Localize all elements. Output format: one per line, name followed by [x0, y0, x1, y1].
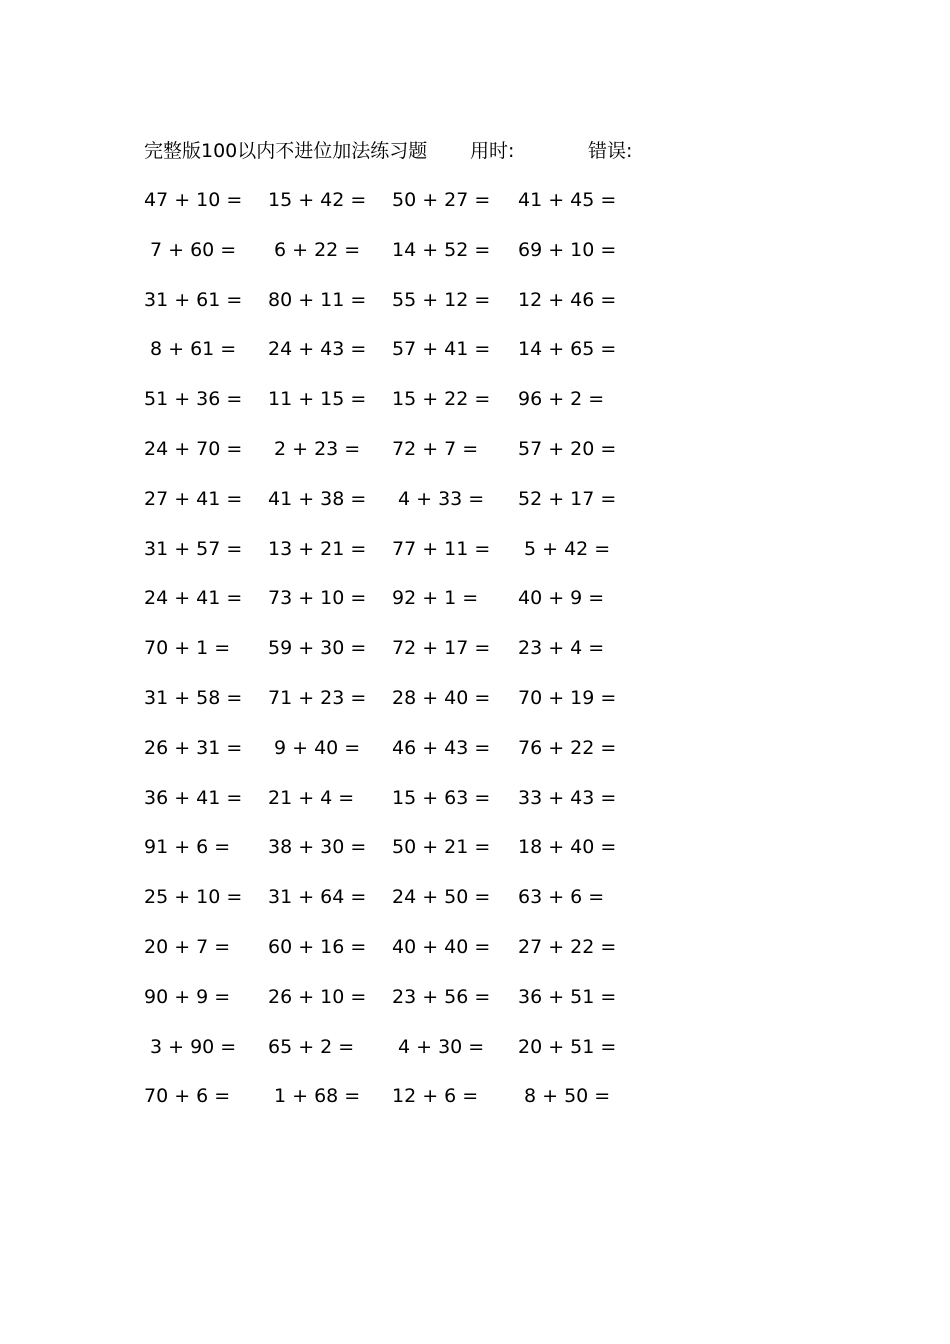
problem-row — [0, 484, 950, 514]
problem-item: 63 + 6 = — [518, 886, 605, 909]
problem-row — [0, 683, 950, 713]
problem-item: 4 + 30 = — [398, 1035, 485, 1058]
problem-item: 24 + 70 = — [144, 438, 243, 460]
problem-item: 8 + 50 = — [524, 1085, 611, 1108]
problem-item: 13 + 21 = — [268, 537, 367, 560]
problem-item: 24 + 43 = — [268, 338, 367, 361]
problem-item: 28 + 40 = — [392, 687, 491, 709]
problem-item: 1 + 68 = — [274, 1085, 361, 1108]
problem-item: 72 + 17 = — [392, 637, 491, 660]
problem-row — [0, 235, 950, 265]
problem-item: 20 + 51 = — [518, 1035, 617, 1058]
problem-item: 40 + 40 = — [392, 936, 491, 958]
problem-item: 91 + 6 = — [144, 836, 231, 859]
problem-item: 24 + 41 = — [144, 587, 243, 610]
problem-item: 36 + 41 = — [144, 786, 243, 809]
problem-item: 70 + 6 = — [144, 1085, 231, 1108]
problem-item: 40 + 9 = — [518, 587, 605, 610]
problem-item: 80 + 11 = — [268, 288, 367, 311]
problem-item: 36 + 51 = — [518, 985, 617, 1008]
problem-item: 72 + 7 = — [392, 438, 479, 460]
problem-item: 65 + 2 = — [268, 1035, 355, 1058]
problem-row — [0, 733, 950, 763]
problem-item: 27 + 41 = — [144, 487, 243, 510]
problem-item: 18 + 40 = — [518, 836, 617, 859]
problem-row — [0, 783, 950, 813]
problem-item: 55 + 12 = — [392, 288, 491, 311]
problem-item: 92 + 1 = — [392, 587, 479, 610]
problem-item: 15 + 22 = — [392, 388, 491, 411]
problem-row — [0, 982, 950, 1012]
problem-item: 41 + 38 = — [268, 487, 367, 510]
problem-row — [0, 434, 950, 464]
problem-item: 24 + 50 = — [392, 886, 491, 909]
problem-item: 6 + 22 = — [274, 238, 361, 261]
problem-item: 46 + 43 = — [392, 736, 491, 759]
problem-item: 31 + 61 = — [144, 288, 243, 311]
problem-item: 12 + 46 = — [518, 288, 617, 311]
problem-item: 73 + 10 = — [268, 587, 367, 610]
problem-item: 25 + 10 = — [144, 886, 243, 909]
problem-item: 59 + 30 = — [268, 637, 367, 660]
problem-item: 31 + 57 = — [144, 537, 243, 560]
problem-row — [0, 384, 950, 414]
problem-row — [0, 832, 950, 862]
problem-item: 76 + 22 = — [518, 736, 617, 759]
problem-item: 14 + 52 = — [392, 238, 491, 261]
problem-row — [0, 932, 950, 962]
problem-item: 2 + 23 = — [274, 438, 361, 460]
problem-item: 51 + 36 = — [144, 388, 243, 411]
problem-item: 71 + 23 = — [268, 687, 367, 709]
problem-item: 77 + 11 = — [392, 537, 491, 560]
problem-item: 15 + 42 = — [268, 189, 367, 211]
problem-item: 96 + 2 = — [518, 388, 605, 411]
problem-row — [0, 534, 950, 564]
error-label: 错误: — [588, 140, 633, 162]
problem-item: 26 + 31 = — [144, 736, 243, 759]
problem-row — [0, 633, 950, 663]
problem-item: 12 + 6 = — [392, 1085, 479, 1108]
problem-item: 90 + 9 = — [144, 985, 231, 1008]
problem-item: 70 + 1 = — [144, 637, 231, 660]
problem-item: 20 + 7 = — [144, 936, 231, 958]
problem-item: 23 + 56 = — [392, 985, 491, 1008]
problem-row — [0, 1081, 950, 1111]
problem-item: 27 + 22 = — [518, 936, 617, 958]
problem-row — [0, 583, 950, 613]
problem-item: 31 + 64 = — [268, 886, 367, 909]
problem-item: 14 + 65 = — [518, 338, 617, 361]
problem-item: 7 + 60 = — [150, 238, 237, 261]
problem-item: 11 + 15 = — [268, 388, 367, 411]
problem-row — [0, 882, 950, 912]
problem-row — [0, 285, 950, 315]
problem-item: 15 + 63 = — [392, 786, 491, 809]
problem-row — [0, 1032, 950, 1062]
time-label: 用时: — [470, 140, 515, 162]
problem-item: 26 + 10 = — [268, 985, 367, 1008]
worksheet-title: 完整版100以内不进位加法练习题 — [144, 140, 428, 162]
problem-item: 60 + 16 = — [268, 936, 367, 958]
problem-item: 52 + 17 = — [518, 487, 617, 510]
problem-item: 4 + 33 = — [398, 487, 485, 510]
problem-item: 41 + 45 = — [518, 189, 617, 211]
problem-item: 8 + 61 = — [150, 338, 237, 361]
problem-item: 47 + 10 = — [144, 189, 243, 211]
problem-row — [0, 334, 950, 364]
problem-item: 31 + 58 = — [144, 687, 243, 709]
problem-item: 57 + 20 = — [518, 438, 617, 460]
problem-item: 70 + 19 = — [518, 687, 617, 709]
problem-item: 50 + 27 = — [392, 189, 491, 211]
problem-item: 23 + 4 = — [518, 637, 605, 660]
problem-item: 3 + 90 = — [150, 1035, 237, 1058]
problem-item: 5 + 42 = — [524, 537, 611, 560]
problem-item: 9 + 40 = — [274, 736, 361, 759]
problem-item: 50 + 21 = — [392, 836, 491, 859]
problem-item: 57 + 41 = — [392, 338, 491, 361]
problem-item: 38 + 30 = — [268, 836, 367, 859]
problem-item: 33 + 43 = — [518, 786, 617, 809]
problem-item: 69 + 10 = — [518, 238, 617, 261]
problem-item: 21 + 4 = — [268, 786, 355, 809]
problem-row — [0, 185, 950, 215]
